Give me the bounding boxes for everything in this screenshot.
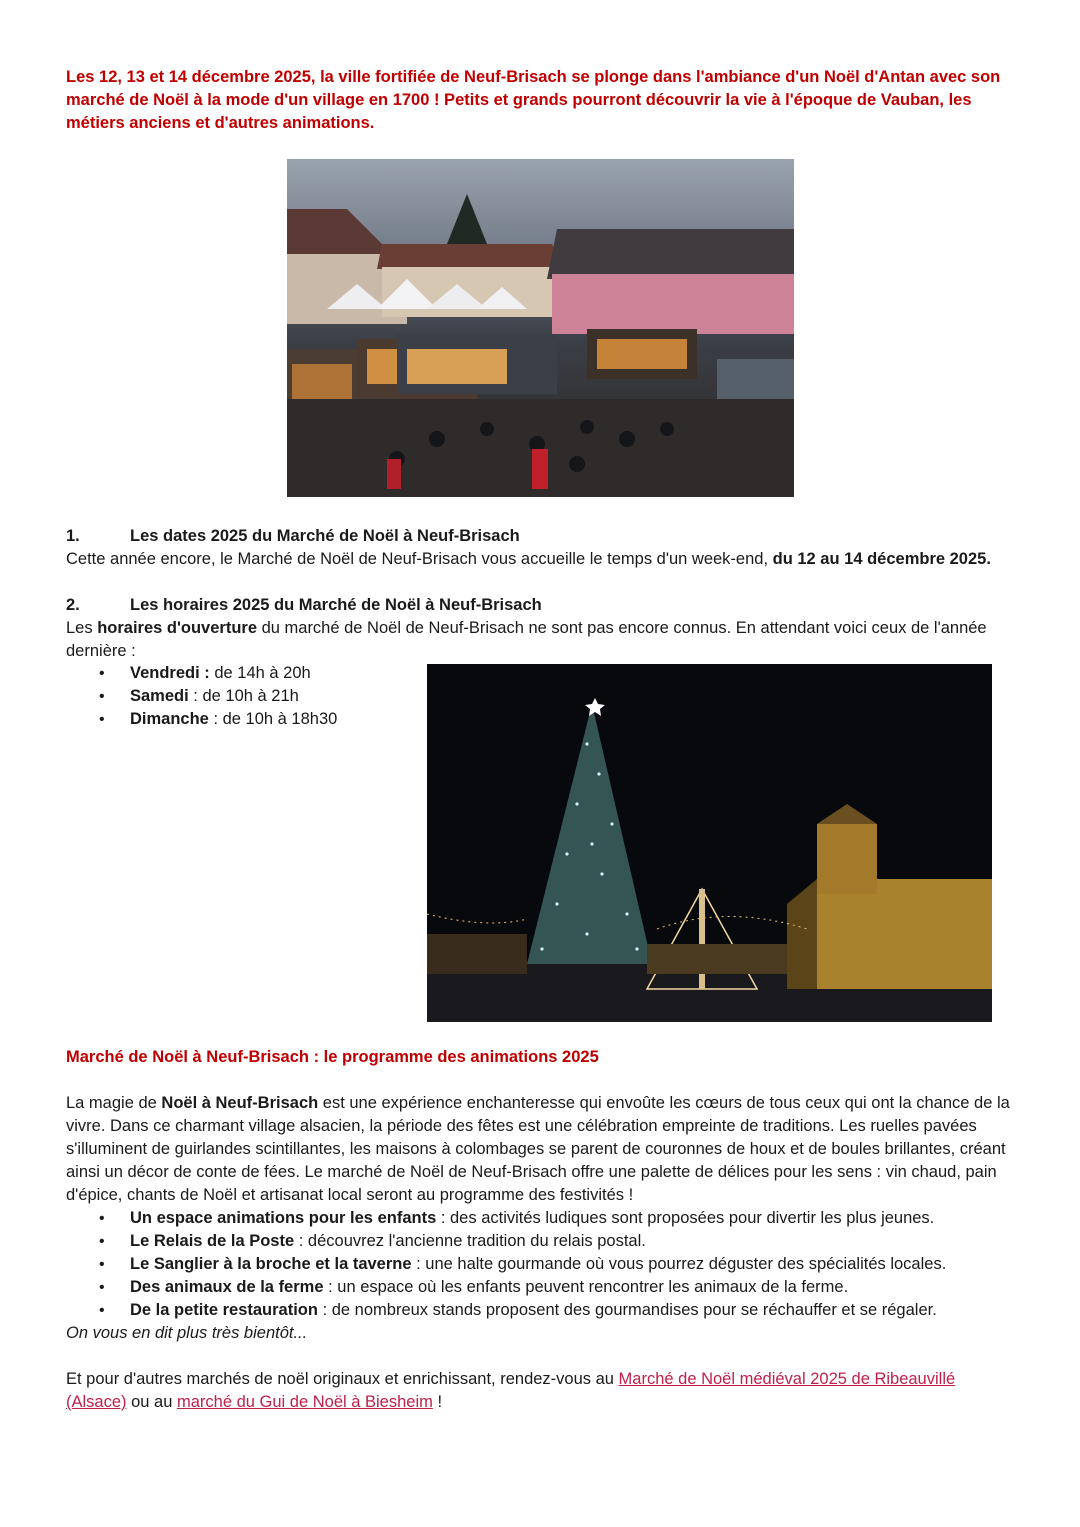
biesheim-link[interactable]: marché du Gui de Noël à Biesheim — [176, 1393, 433, 1411]
market-photo — [287, 159, 794, 497]
market-photo-illustration — [287, 159, 794, 497]
list-item: • Le Sanglier à la broche et la taverne : une halte gourmande où vous pourrez déguster des spécialités locales. — [66, 1253, 946, 1276]
section-2-heading: 2. Les horaires 2025 du Marché de Noël à Neuf-Brisach — [66, 596, 542, 614]
section-1-heading: 1. Les dates 2025 du Marché de Noël à Neuf-Brisach — [66, 527, 520, 545]
christmas-tree-photo — [427, 664, 992, 1022]
program-paragraph: La magie de Noël à Neuf-Brisach est une expérience enchanteresse qui envoûte les cœurs de tous ceux qui ont la chance de la vivre. Dans ce charmant village alsacien, la période des fêtes est une célébration empreinte de traditions. Les ruelles pavées s'illuminent de guirlandes scintillantes, les maisons à colombages se parent de couronnes de houx et de boules brillantes, créant ainsi un décor de conte de fées. Le marché de Noël de Neuf-Brisach offre une palette de délices pour les sens : vin chaud, pain d'épice, chants de Noël et artisanat local seront au programme des festivités ! — [66, 1094, 1010, 1204]
list-item: • Le Relais de la Poste : découvrez l'ancienne tradition du relais postal. — [66, 1230, 946, 1253]
closing-text: On vous en dit plus très bientôt... — [66, 1324, 308, 1342]
hours-list — [66, 662, 337, 731]
ribeauville-link-continued[interactable]: (Alsace) — [66, 1393, 127, 1411]
list-item: • Vendredi : de 14h à 20h — [66, 662, 337, 685]
section-1-text: Cette année encore, le Marché de Noël de Neuf-Brisach vous accueille le temps d'un week-end, du 12 au 14 décembre 2025. — [66, 550, 991, 568]
list-item: • De la petite restauration : de nombreux stands proposent des gourmandises pour se réchauffer et se régaler. — [66, 1299, 946, 1322]
christmas-tree-illustration — [427, 664, 992, 1022]
list-item: • Un espace animations pour les enfants : des activités ludiques sont proposées pour divertir les plus jeunes. — [66, 1207, 946, 1230]
list-item: • Des animaux de la ferme : un espace où les enfants peuvent rencontrer les animaux de la ferme. — [66, 1276, 946, 1299]
ribeauville-link[interactable]: Marché de Noël médiéval 2025 de Ribeauvillé — [618, 1370, 956, 1388]
section-2-text: Les horaires d'ouverture du marché de Noël de Neuf-Brisach ne sont pas encore connus. En attendant voici ceux de l'année dernière : — [66, 619, 987, 660]
footer-paragraph: Et pour d'autres marchés de noël originaux et enrichissant, rendez-vous au Marché de Noël médiéval 2025 de Ribeauvillé (Alsace) ou au marché du Gui de Noël à Biesheim ! — [66, 1370, 956, 1411]
list-item: • Dimanche : de 10h à 18h30 — [66, 708, 337, 731]
intro-paragraph: Les 12, 13 et 14 décembre 2025, la ville fortifiée de Neuf-Brisach se plonge dans l'ambiance d'un Noël d'Antan avec son marché de Noël à la mode d'un village en 1700 ! Petits et grands pourront découvrir la vie à l'époque de Vauban, les métiers anciens et d'autres animations. — [66, 68, 1001, 132]
program-heading: Marché de Noël à Neuf-Brisach : le programme des animations 2025 — [66, 1048, 599, 1066]
list-item: • Samedi : de 10h à 21h — [66, 685, 337, 708]
program-list — [66, 1207, 946, 1322]
